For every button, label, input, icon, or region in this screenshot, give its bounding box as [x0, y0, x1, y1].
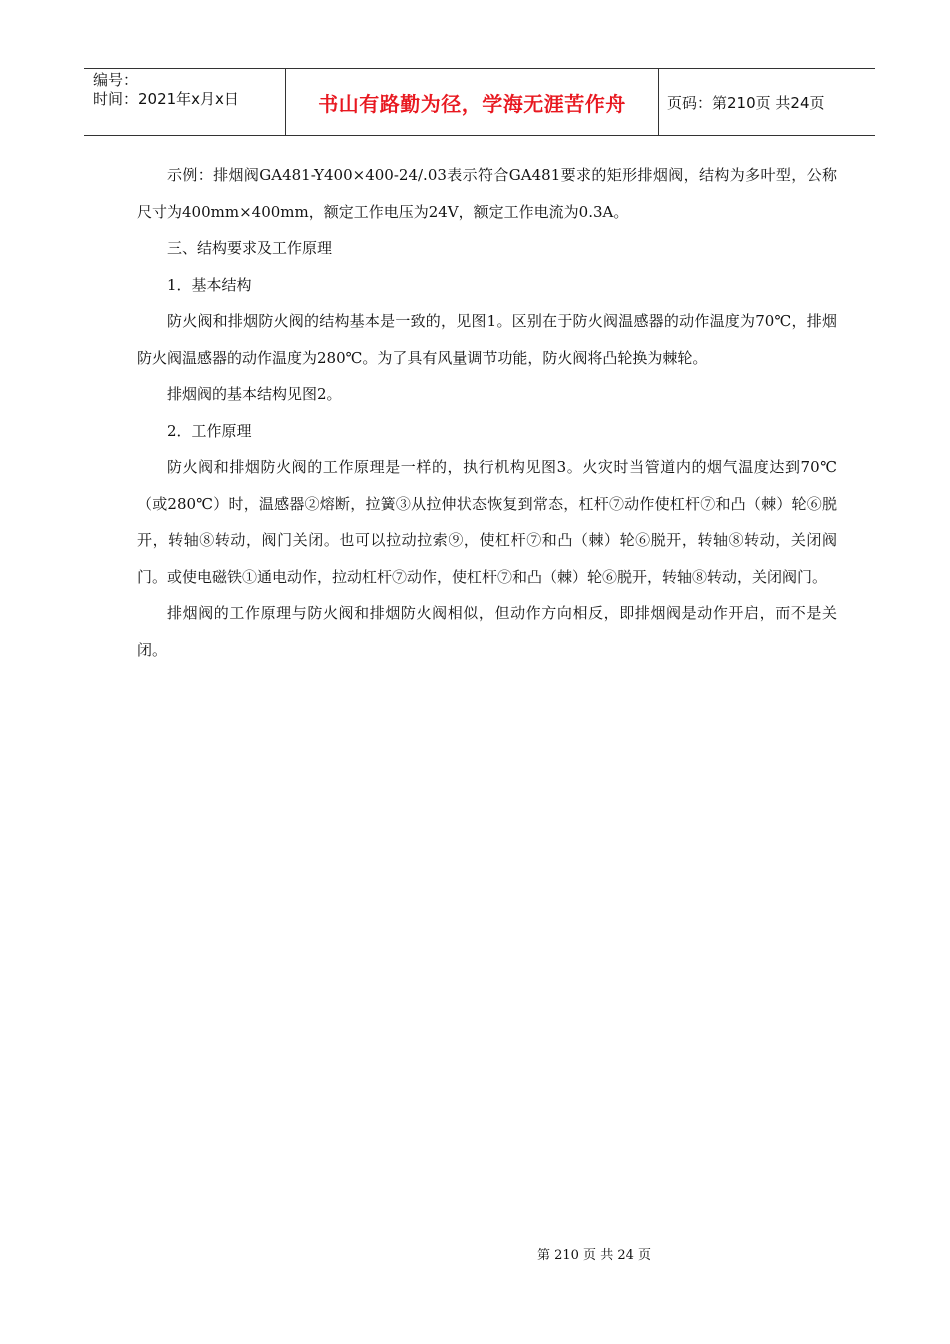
paragraph-principle: 防火阀和排烟防火阀的工作原理是一样的，执行机构见图3。火灾时当管道内的烟气温度达到70℃（或280℃）时，温感器②熔断，拉簧③从拉伸状态恢复到常态，杠杆⑦动作使杠杆⑦和凸（棘）轮⑥脱开，转轴⑧转动，阀门关闭。也可以拉动拉索⑨，使杠杆⑦和凸（棘）轮⑥脱开，转轴⑧转动，关闭阀门。或使电磁铁①通电动作，拉动杠杆⑦动作，使杠杆⑦和凸（棘）轮⑥脱开，转轴⑧转动，关闭阀门。	[137, 458, 837, 586]
date-label: 时间：2021年x月x日	[93, 90, 239, 108]
page-footer: 第 210 页 共 24 页	[536, 1248, 652, 1263]
header-page-cell	[659, 69, 875, 135]
paragraph-smoke-valve-principle: 排烟阀的工作原理与防火阀和排烟防火阀相似，但动作方向相反，即排烟阀是动作开启，而不是关闭。	[137, 604, 837, 659]
page-header	[84, 68, 875, 136]
header-motto-cell	[286, 69, 659, 135]
header-motto: 书山有路勤为径，学海无涯苦作舟	[318, 91, 626, 116]
header-meta	[84, 69, 286, 135]
paragraph-structure: 防火阀和排烟防火阀的结构基本是一致的，见图1。区别在于防火阀温感器的动作温度为70℃，排烟防火阀温感器的动作温度为280℃。为了具有风量调节功能，防火阀将凸轮换为棘轮。	[137, 312, 837, 367]
subheading-working-principle: 2．工作原理	[167, 421, 252, 440]
number-label: 编号：	[93, 71, 139, 89]
paragraph-example: 示例：排烟阀GA481-Y400×400-24/.03表示符合GA481要求的矩形排烟阀，结构为多叶型，公称尺寸为400mm×400mm，额定工作电压为24V，额定工作电流为0.3A。	[137, 166, 837, 221]
paragraph-smoke-valve-structure: 排烟阀的基本结构见图2。	[167, 385, 342, 403]
page-label: 页码：第210页 共24页	[667, 93, 825, 112]
section-heading: 三、结构要求及工作原理	[167, 239, 333, 257]
subheading-basic-structure: 1．基本结构	[167, 275, 252, 294]
document-body	[137, 157, 837, 668]
